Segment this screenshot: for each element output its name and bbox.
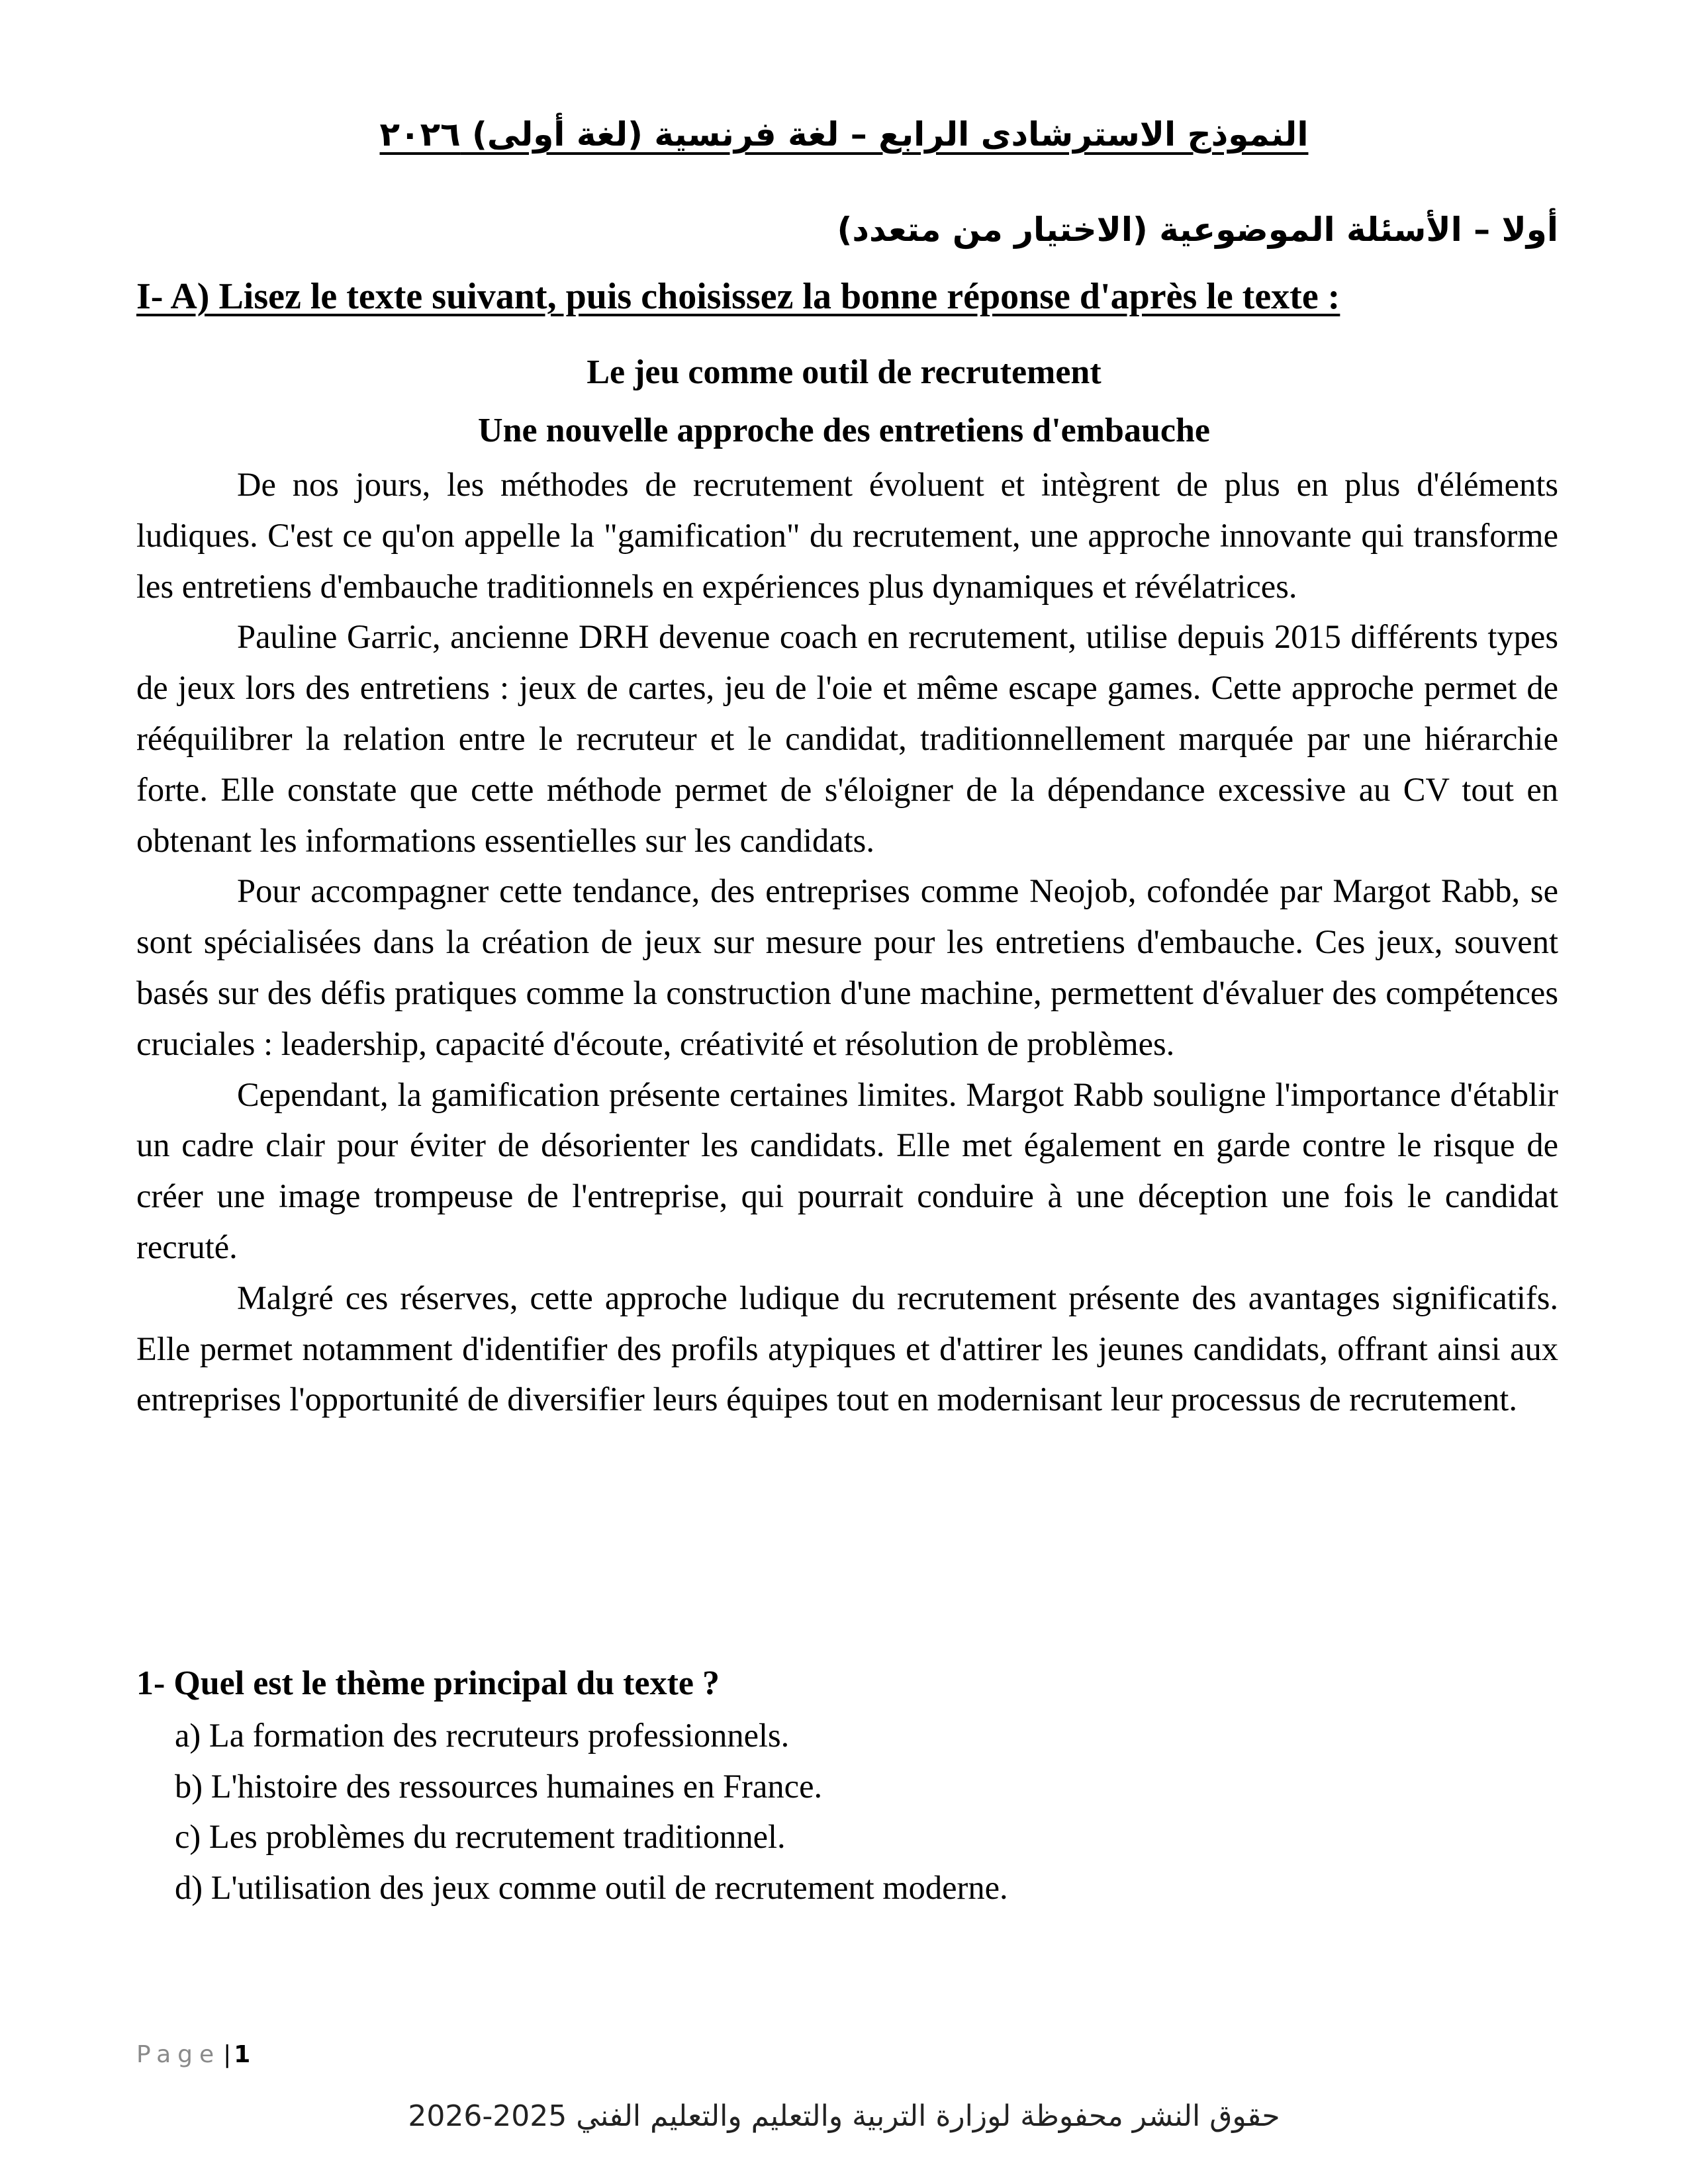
passage-paragraph: De nos jours, les méthodes de recrutement évoluent et intègrent de plus en plus d'éléments ludiques. C'est ce qu'on appelle la "gamification" du recrutement, une approche innovante qui transforme les entretiens d'embauche traditionnels en expériences plus dynamiques et révélatrices. (136, 466, 1558, 605)
passage-paragraph: Malgré ces réserves, cette approche ludique du recrutement présente des avantages significatifs. Elle permet notamment d'identifier des profils atypiques et d'attirer les jeunes candidats, offrant ainsi aux entreprises l'opportunité de diversifier leurs équipes tout en modernisant leur processus de recrutement. (136, 1279, 1558, 1418)
text-title: Le jeu comme outil de recrutement (586, 353, 1102, 391)
text-subtitle: Une nouvelle approche des entretiens d'embauche (478, 412, 1210, 449)
answer-option-d: d) L'utilisation des jeux comme outil de recrutement moderne. (175, 1868, 1008, 1906)
section-title: أولا – الأسئلة الموضوعية (الاختيار من متعدد) (837, 210, 1558, 249)
exam-title (0, 111, 1688, 158)
passage-paragraph: Pauline Garric, ancienne DRH devenue coach en recrutement, utilise depuis 2015 différents types de jeux lors des entretiens : jeux de cartes, jeu de l'oie et même escape games. Cette approche permet de rééquilibrer la relation entre le recruteur et le candidat, traditionnellement marquée par une hiérarchie forte. Elle constate que cette méthode permet de s'éloigner de la dépendance excessive au CV tout en obtenant les informations essentielles sur les candidats. (136, 618, 1558, 859)
answer-option-c: c) Les problèmes du recrutement traditionnel. (175, 1818, 786, 1855)
page-number-value: 1 (234, 2041, 251, 2068)
passage-paragraph: Pour accompagner cette tendance, des entreprises comme Neojob, cofondée par Margot Rabb, se sont spécialisées dans la création de jeux sur mesure pour les entretiens d'embauche. Ces jeux, souvent basés sur des défis pratiques comme la construction d'une machine, permettent d'évaluer des compétences cruciales : leadership, capacité d'écoute, créativité et résolution de problèmes. (136, 872, 1558, 1062)
exam-title-text: النموذج الاسترشادى الرابع – لغة فرنسية (لغة أولى) ٢٠٢٦ (379, 115, 1309, 154)
reading-passage (136, 459, 1558, 1425)
copyright-notice: حقوق النشر محفوظة لوزارة التربية والتعليم والتعليم الفني 2025-2026 (408, 2099, 1280, 2133)
passage-paragraph: Cependant, la gamification présente certaines limites. Margot Rabb souligne l'importance d'établir un cadre clair pour éviter de désorienter les candidats. Elle met également en garde contre le risque de créer une image trompeuse de l'entreprise, qui pourrait conduire à une déception une fois le candidat recruté. (136, 1075, 1558, 1265)
page-number (136, 2038, 250, 2071)
answer-option-a: a) La formation des recruteurs professionnels. (175, 1717, 790, 1754)
question-prompt: 1- Quel est le thème principal du texte ? (136, 1664, 720, 1702)
reading-instruction: I- A) Lisez le texte suivant, puis choisissez la bonne réponse d'après le texte : (136, 276, 1340, 317)
page-label: Page (136, 2041, 221, 2068)
answer-option-b: b) L'histoire des ressources humaines en France. (175, 1767, 823, 1805)
answer-options (175, 1710, 1008, 1913)
page-separator: | (223, 2041, 232, 2068)
